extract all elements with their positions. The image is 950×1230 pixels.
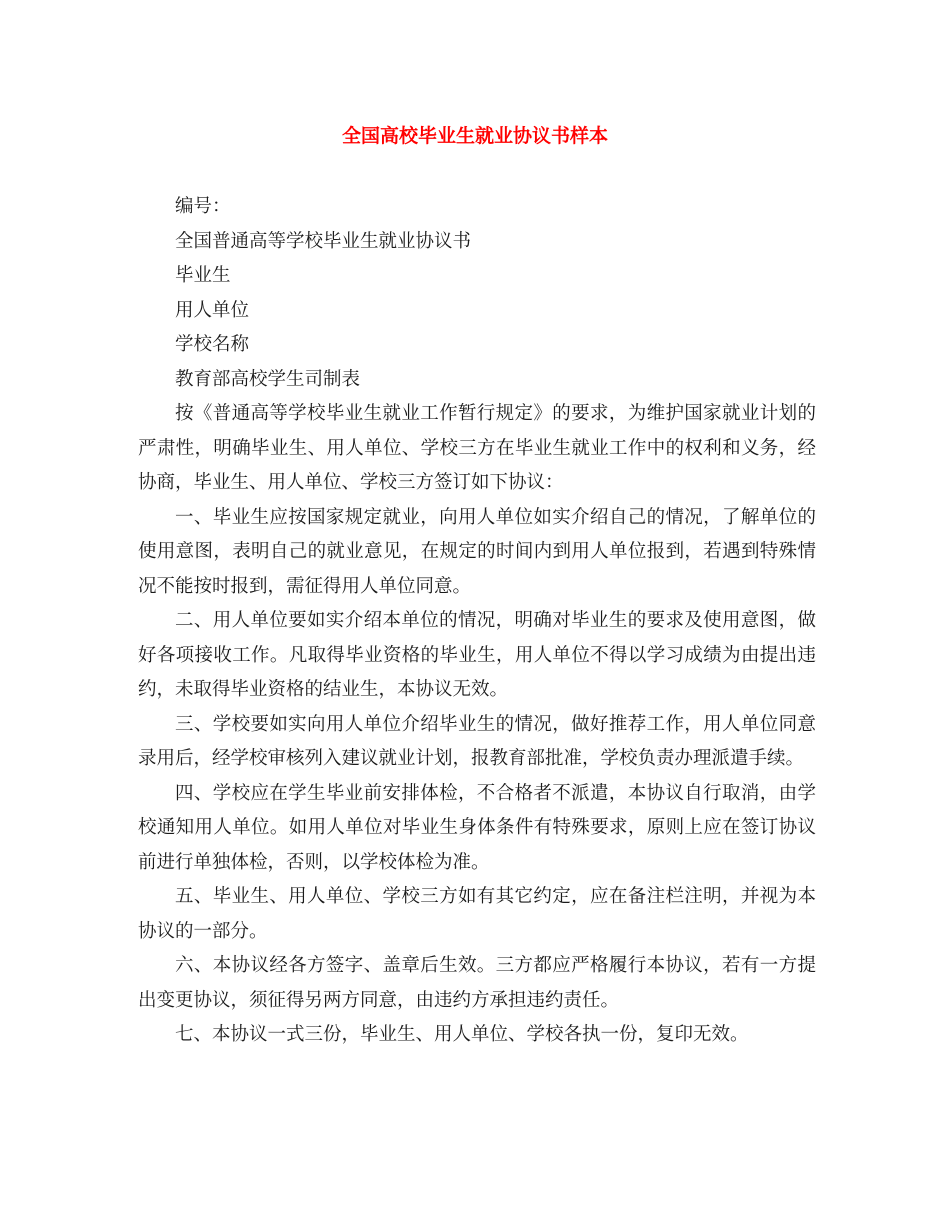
clause-4: 四、学校应在学生毕业前安排体检，不合格者不派遣，本协议自行取消，由学校通知用人单位。如用人单位对毕业生身体条件有特殊要求，原则上应在签订协议前进行单独体检，否则，以学校体检为准。 bbox=[138, 782, 816, 873]
document-body bbox=[138, 190, 816, 1053]
agreement-name: 全国普通高等学校毕业生就业协议书 bbox=[175, 230, 472, 252]
document-title: 全国高校毕业生就业协议书样本 bbox=[341, 125, 608, 147]
issuer-label: 教育部高校学生司制表 bbox=[175, 368, 361, 390]
clause-7: 七、本协议一式三份，毕业生、用人单位、学校各执一份，复印无效。 bbox=[175, 1024, 749, 1045]
clause-1: 一、毕业生应按国家规定就业，向用人单位如实介绍自己的情况，了解单位的使用意图，表明自己的就业意见，在规定的时间内到用人单位报到，若遇到特殊情况不能按时报到，需征得用人单位同意。 bbox=[138, 506, 816, 597]
school-name-label: 学校名称 bbox=[175, 334, 250, 355]
clause-5: 五、毕业生、用人单位、学校三方如有其它约定，应在备注栏注明，并视为本协议的一部分。 bbox=[138, 886, 816, 942]
intro-paragraph: 按《普通高等学校毕业生就业工作暂行规定》的要求，为维护国家就业计划的严肃性，明确毕业生、用人单位、学校三方在毕业生就业工作中的权利和义务，经协商，毕业生、用人单位、学校三方签订如下协议： bbox=[138, 403, 816, 493]
serial-number-label: 编号： bbox=[175, 196, 231, 217]
clause-6: 六、本协议经各方签字、盖章后生效。三方都应严格履行本协议，若有一方提出变更协议，须征得另两方同意，由违约方承担违约责任。 bbox=[138, 955, 816, 1011]
clause-2: 二、用人单位要如实介绍本单位的情况，明确对毕业生的要求及使用意图，做好各项接收工作。凡取得毕业资格的毕业生，用人单位不得以学习成绩为由提出违约，未取得毕业资格的结业生，本协议无效。 bbox=[138, 610, 816, 700]
employer-label: 用人单位 bbox=[175, 299, 250, 321]
clause-3: 三、学校要如实向用人单位介绍毕业生的情况，做好推荐工作，用人单位同意录用后，经学校审核列入建议就业计划，报教育部批准，学校负责办理派遣手续。 bbox=[138, 713, 816, 769]
graduate-label: 毕业生 bbox=[175, 265, 231, 286]
